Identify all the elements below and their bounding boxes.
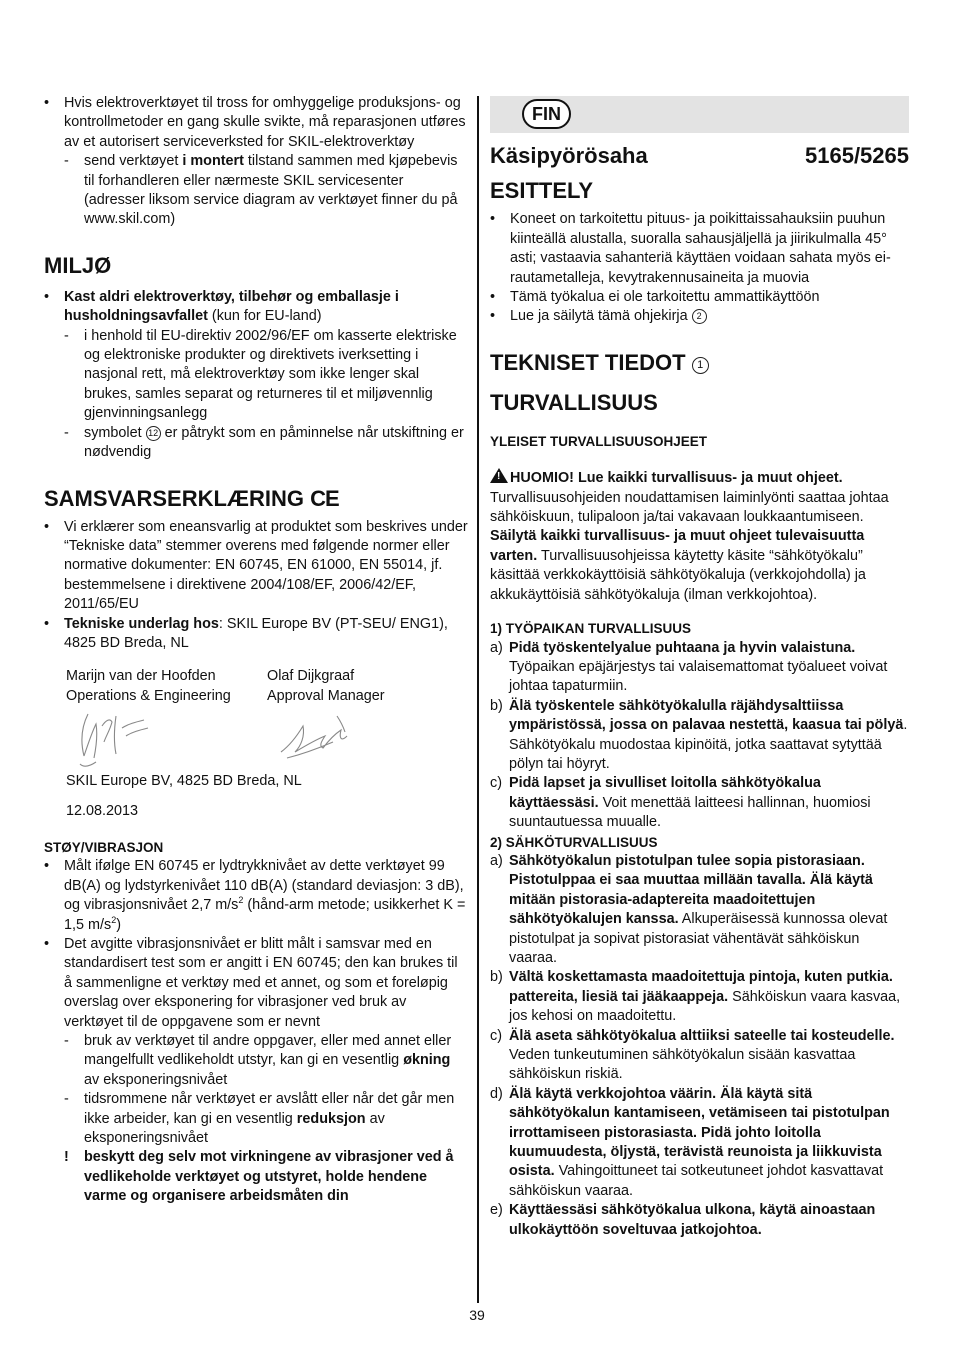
text: Det avgitte vibrasjonsnivået er blitt målt i samsvar med en standardisert test som er angitt i EN 60745; den kan brukes til å sammenligne et verktøy med et annet, og som et foreløpig overslag over eksponering for vibrasjoner ved bruk av verktøyet til de oppgavene som er nevnt [64, 936, 458, 1030]
stoy-list [44, 857, 468, 1206]
service-text: Hvis elektroverktøyet til tross for omhyggelige produksjons- og kontrollmetoder en gang skulle svikte, må reparasjonen utføres av et autorisert serviceverksted for SKIL-elektroverktøy [64, 95, 466, 150]
bold-text: Pidä työskentelyalue puhtaana ja hyvin valaistuna. [509, 639, 856, 656]
miljo-list [44, 288, 468, 463]
item-letter: b) [490, 969, 503, 986]
list-item [490, 852, 909, 968]
vibration-warning: ! beskytt deg selv mot virkningene av vibrasjoner ved å vedlikeholde verktøyet og utstyret, holde hendene varme og organisere arbeidsmåten din [64, 1148, 468, 1206]
list-item [44, 857, 468, 935]
bold-text: Sähkötyökalun pistotulpan tulee sopia pistorasiaan. Pistotulppaa ei saa muuttaa millään tavalla. Älä käytä mitään pistorasia-adaptereita maadoitettujen sähkötyökalujen kanssa. [509, 852, 873, 928]
list-item [64, 152, 468, 230]
text: tilstand sammen med kjøpebevis til forhandleren eller nærmeste SKIL servicesenter (adresser liksom service diagram av verktøyet finner du på www.skil.com) [84, 153, 458, 228]
text: bruk av verktøyet til andre oppgaver, eller med annet eller mangelfullt vedlikeholdt utstyr, kan gi en vesentlig [84, 1033, 452, 1069]
text: Veden tunkeutuminen sähkötyökalun sisään kasvattaa sähköiskun riskiä. [509, 1047, 856, 1083]
declaration-date: 12.08.2013 [66, 802, 139, 819]
subsection-heading-yleiset: YLEISET TURVALLISUUSOHJEET [490, 433, 708, 449]
bold-text: Älä työskentele sähkötyökalulla räjähdysalttiissa ympäristössä, jossa on palavaa nestettä, kaasua tai pölyä [509, 697, 904, 734]
heading-text: TEKNISET TIEDOT [490, 349, 686, 375]
page-number: 39 [469, 1307, 485, 1323]
right-column [490, 96, 909, 1240]
column-divider [477, 96, 479, 1303]
service-sublist [64, 152, 468, 230]
figure-number-badge: 2 [692, 309, 707, 324]
signature-2-image [267, 706, 468, 772]
list-item [64, 1032, 468, 1090]
esittely-list [490, 210, 909, 326]
bold-text: økning [403, 1052, 451, 1069]
superscript: 2 [111, 914, 117, 925]
figure-number-badge: 1 [692, 357, 709, 374]
tyopaikka-list [490, 639, 909, 833]
product-title-row [490, 143, 909, 168]
heading-text: SAMSVARSERKLÆRING [44, 485, 304, 511]
item-letter: c) [490, 775, 502, 792]
list-item [490, 639, 909, 697]
text: . Sähkötyökalu muodostaa kipinöitä, jotka saattavat sytyttää pölyn tai höyryt. [509, 717, 908, 772]
text: av eksponeringsnivået [84, 1110, 385, 1147]
list-item [44, 288, 468, 463]
text: Målt ifølge EN 60745 er lydtrykknivået av dette verktøyet 99 dB(A) og lydstyrkenivået 110 dB(A) (standard deviasjon: 3 dB), og vibrasjonsnivået 2,7 m/s [64, 858, 464, 914]
bold-text: Käyttäessäsi sähkötyökalua ulkona, käytä ainoastaan ulkokäyttöön soveltuvaa jatkojohtoa. [509, 1202, 876, 1238]
item-letter: a) [490, 852, 503, 869]
text: : SKIL Europe BV (PT-SEU/ ENG1), 4825 BD Breda, NL [64, 615, 448, 651]
item-letter: b) [490, 697, 503, 714]
list-item: • Tämä työkalua ei ole tarkoitettu ammattikäyttöön [490, 288, 909, 307]
subsection-heading-stoy: STØY/VIBRASJON [44, 839, 164, 855]
language-tag: FIN [522, 99, 571, 129]
symbol-number-badge: 12 [146, 426, 161, 441]
company-address: SKIL Europe BV, 4825 BD Breda, NL [66, 773, 302, 790]
text: Voit menettää laitteesi hallinnan, huomiosi suuntautuessa muualle. [509, 794, 871, 831]
list-item [44, 935, 468, 1207]
bold-text: Älä käytä verkkojohtoa väärin. Älä käytä sitä sähkötyökalun kantamiseen, vetämiseen tai pistotulpan irrottamiseen pistorasiasta. Pidä johto loitolla kuumuudesta, öljystä, terävistä reunoista ja liikkuvista osista. [509, 1085, 890, 1180]
warning-symbol: ! [497, 471, 501, 483]
list-item: • Vi erklærer som eneansvarlig at produktet som beskrives under “Tekniske data” stemmer overens med følgende normer eller normative dokumenter: EN 60745, EN 61000, EN 55014, jf. bestemmelsene i direktivene 2004/108/EF, 2006/42/EF, 2011/65/EU [44, 518, 468, 615]
text: av eksponeringsnivået [84, 1071, 228, 1088]
text: Vahingoittuneet tai sotkeutuneet johdot kasvattavat sähköiskun vaaraa. [509, 1163, 884, 1199]
bold-text: Vältä koskettamasta maadoitettuja pintoja, kuten putkia. pattereita, liesiä tai jääkaappeja. [509, 969, 893, 1005]
list-item [490, 1027, 909, 1085]
list-item [44, 94, 468, 230]
stoy-sublist [64, 1032, 468, 1148]
signatories [44, 667, 468, 706]
section-heading-esittely: ESITTELY [490, 178, 594, 204]
item-letter: d) [490, 1085, 503, 1102]
subsection-heading-sahko: 2) SÄHKÖTURVALLISUUS [490, 834, 658, 850]
language-bar [490, 96, 909, 133]
signature-1-image [66, 706, 267, 772]
list-item [44, 615, 468, 654]
list-item [490, 307, 909, 326]
list-item: • Koneet on tarkoitettu pituus- ja poikittaissahauksiin puuhun kiinteällä alustalla, suoralla sahausjäljellä ja jiirikulmalla 45° asti; vastaavia sahanteriä käyttäen voidaan sahata myös ei-rautametalleja, kevytrakennusaineita ja muovia [490, 210, 909, 288]
text: send verktøyet [84, 153, 183, 170]
section-heading-miljo: MILJØ [44, 252, 112, 278]
product-model: 5165/5265 [805, 143, 909, 168]
item-letter: c) [490, 1027, 502, 1044]
text: Työpaikan epäjärjestys tai valaisemattomat työalueet voivat johtaa tapaturmiin. [509, 658, 888, 695]
section-heading-samsvar [44, 486, 468, 512]
general-warning [490, 468, 909, 605]
left-column [44, 94, 468, 1207]
signatory-role: Operations & Engineering [66, 687, 231, 704]
item-letter: a) [490, 639, 503, 656]
sahko-list [490, 852, 909, 1240]
bold-text: Säilytä kaikki turvallisuus- ja muut ohjeet tulevaisuutta varten. [490, 528, 865, 564]
text: (kun for EU-land) [207, 308, 322, 325]
signature-images [44, 706, 468, 772]
text: tidsrommene når verktøyet er avslått eller når det går men ikke arbeider, kan gi en vesentlig [84, 1091, 455, 1127]
text: er påtrykt som en påminnelse når utskiftning er nødvendig [84, 424, 464, 461]
subsection-heading-tyopaikka: 1) TYÖPAIKAN TURVALLISUUS [490, 621, 692, 637]
list-item [490, 774, 909, 832]
samsvar-list [44, 518, 468, 654]
signatory-2 [267, 667, 468, 706]
service-list [44, 94, 468, 230]
text: Sähköiskun vaara kasvaa, jos kehosi on maadoitettu. [509, 988, 901, 1025]
section-heading-turvallisuus: TURVALLISUUS [490, 389, 658, 415]
bold-text: Pidä lapset ja sivulliset loitolla sähkötyökalua käyttäessäsi. [509, 775, 821, 811]
superscript: 2 [238, 895, 244, 906]
list-item: - i henhold til EU-direktiv 2002/96/EF om kasserte elektriske og elektroniske produkter og direktivets iverksetting i nasjonal rett, må elektroverktøy som ikke lenger skal brukes, samles separat og returneres til et miljøvennlig gjenvinningsanlegg [64, 327, 468, 424]
bold-text: HUOMIO! Lue kaikki turvallisuus- ja muut ohjeet. [510, 470, 843, 487]
signatory-name: Olaf Dijkgraaf [267, 668, 355, 685]
text: ) [116, 916, 121, 933]
list-item [490, 697, 909, 775]
list-item [490, 1085, 909, 1201]
ce-mark-icon: CE [310, 485, 339, 511]
list-item [490, 1201, 909, 1240]
signatory-name: Marijn van der Hoofden [66, 668, 216, 685]
text: Lue ja säilytä tämä ohjekirja [510, 308, 692, 325]
product-title: Käsipyörösaha [490, 143, 648, 168]
list-item [490, 968, 909, 1026]
signatory-1 [66, 667, 267, 706]
section-heading-tekniset [490, 350, 909, 376]
bold-text: Tekniske underlag hos [64, 615, 219, 632]
bold-text: Kast aldri elektroverktøy, tilbehør og emballasje i husholdningsavfallet [64, 288, 399, 325]
bold-text: i montert [182, 153, 244, 170]
bold-text: reduksjon [296, 1110, 366, 1127]
text: (hånd-arm metode; usikkerhet K = 1,5 m/s [64, 897, 466, 933]
miljo-sublist [64, 327, 468, 463]
warning-triangle-icon [490, 468, 508, 483]
signatory-role: Approval Manager [267, 687, 385, 704]
text: symbolet [84, 424, 146, 441]
text: Turvallisuusohjeissa käytetty käsite “sähkötyökalu” käsittää verkkokäyttöisiä sähkötyökaluja (verkkojohdolla) ja akkukäyttöisiä sähkötyökaluja (ilman verkkojohtoa). [490, 547, 866, 603]
text: Alkuperäisessä kunnossa olevat pistotulpat ja sopivat pistorasiat vähentävät sähköiskun vaaraa. [509, 911, 888, 966]
text: Turvallisuusohjeiden noudattamisen laiminlyönti saattaa johtaa sähköiskuun, tulipaloon ja/tai vakavaan loukkaantumiseen. [490, 489, 889, 526]
list-item [64, 1090, 468, 1148]
bold-text: Älä aseta sähkötyökalua alttiiksi sateelle tai kosteudelle. [509, 1027, 895, 1044]
item-letter: e) [490, 1202, 503, 1219]
list-item [64, 424, 468, 463]
